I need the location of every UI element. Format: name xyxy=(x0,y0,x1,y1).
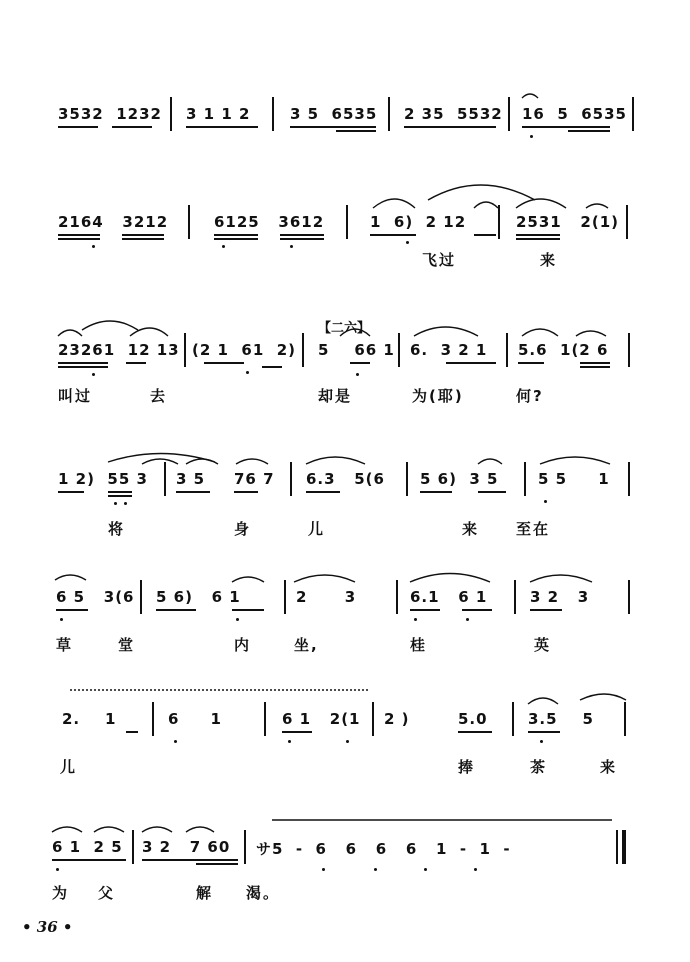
measure: 6 1 xyxy=(168,710,222,728)
beam-underline xyxy=(462,609,492,611)
octave-dot xyxy=(92,373,95,376)
octave-dot xyxy=(466,618,469,621)
lyric: 为 xyxy=(52,884,70,902)
beam-underline xyxy=(410,609,440,611)
barline xyxy=(498,205,500,239)
measure: 5 66 1 xyxy=(318,341,395,359)
beam-underline xyxy=(108,491,132,493)
measure: 6125 3612 xyxy=(214,213,325,231)
final-barline xyxy=(616,830,618,864)
beam-underline xyxy=(458,731,492,733)
lyric: 坐, xyxy=(294,636,319,654)
beam-underline xyxy=(214,238,258,240)
barline xyxy=(164,462,166,496)
measure: サ5 - 6 6 6 6 1 - 1 - xyxy=(256,840,511,858)
staff-line-4 xyxy=(0,470,690,570)
octave-dot xyxy=(92,245,95,248)
beam-underline xyxy=(522,126,610,128)
lyric: 捧 xyxy=(458,758,476,776)
measure: 5.0 xyxy=(458,710,488,728)
lyric: 桂 xyxy=(410,636,428,654)
page-number: • 36 • xyxy=(22,918,73,936)
beam-underline xyxy=(122,234,164,236)
beam-underline xyxy=(214,234,258,236)
measure: 1 2) 55 3 xyxy=(58,470,148,488)
beam-underline xyxy=(518,362,544,364)
measure: 1 6) 2 12 xyxy=(370,213,467,231)
measure: 5 5 1 xyxy=(538,470,610,488)
staff-line-2 xyxy=(0,213,690,313)
measure: 6 1 2 5 xyxy=(52,838,123,856)
measure: 3 5 xyxy=(176,470,206,488)
lyric: 却是 xyxy=(318,387,353,405)
octave-dot xyxy=(290,245,293,248)
measure: 2 35 5532 xyxy=(404,105,503,123)
measure: 16 5 6535 xyxy=(522,105,627,123)
lyric: 茶 xyxy=(530,758,548,776)
barline xyxy=(388,97,390,131)
lyric: 渴。 xyxy=(246,884,281,902)
octave-dot xyxy=(114,502,117,505)
notes-row xyxy=(0,710,690,740)
lyric: 堂 xyxy=(118,636,136,654)
measure: 6.1 6 1 xyxy=(410,588,488,606)
beam-underline xyxy=(204,362,244,364)
staff-line-1 xyxy=(0,105,690,205)
barline xyxy=(264,702,266,736)
barline xyxy=(524,462,526,496)
beam-underline xyxy=(186,126,258,128)
octave-dot xyxy=(124,502,127,505)
octave-dot xyxy=(174,740,177,743)
beam-underline xyxy=(420,491,452,493)
measure: 6 5 3(6 xyxy=(56,588,135,606)
barline xyxy=(184,333,186,367)
measure: 2531 2(1) xyxy=(516,213,619,231)
measure: (2 1 61 2) xyxy=(192,341,297,359)
beam-underline xyxy=(142,859,238,861)
barline xyxy=(170,97,172,131)
barline xyxy=(132,830,134,864)
beam-underline xyxy=(196,863,238,865)
measure: 2 ) xyxy=(384,710,410,728)
staff-line-6 xyxy=(0,710,690,810)
lyric: 身 xyxy=(234,520,252,538)
beam-underline xyxy=(568,130,610,132)
barline xyxy=(290,462,292,496)
barline xyxy=(514,580,516,614)
lyric: 解 xyxy=(196,884,214,902)
beam-underline xyxy=(232,609,264,611)
octave-dot xyxy=(530,135,533,138)
lyric: 飞过 xyxy=(422,251,457,269)
beam-underline xyxy=(56,609,88,611)
barline xyxy=(396,580,398,614)
lyric: 将 xyxy=(108,520,126,538)
measure: 6. 3 2 1 xyxy=(410,341,488,359)
notes-row xyxy=(0,470,690,500)
beam-underline xyxy=(306,491,340,493)
octave-dot xyxy=(544,500,547,503)
beam-underline xyxy=(58,491,84,493)
octave-dot xyxy=(356,373,359,376)
barline xyxy=(624,702,626,736)
octave-dot xyxy=(540,740,543,743)
measure: 3.5 5 xyxy=(528,710,594,728)
beam-underline xyxy=(280,238,324,240)
measure: 3 1 1 2 xyxy=(186,105,251,123)
lyric: 儿 xyxy=(60,758,78,776)
beam-underline xyxy=(290,126,376,128)
barline xyxy=(626,205,628,239)
lyric: 英 xyxy=(534,636,552,654)
beam-underline xyxy=(52,859,126,861)
octave-dot xyxy=(288,740,291,743)
beam-underline xyxy=(516,234,560,236)
beam-underline xyxy=(516,238,560,240)
octave-dot xyxy=(56,868,59,871)
beam-underline xyxy=(530,609,562,611)
staff-line-7 xyxy=(0,838,690,938)
beam-underline xyxy=(350,362,370,364)
barline xyxy=(152,702,154,736)
octave-dot xyxy=(474,868,477,871)
beam-underline xyxy=(58,126,98,128)
notes-row xyxy=(0,838,690,868)
measure: 5 6) 6 1 xyxy=(156,588,241,606)
beam-underline xyxy=(370,234,416,236)
staff-line-5 xyxy=(0,588,690,688)
octave-dot xyxy=(374,868,377,871)
beam-underline xyxy=(126,731,138,733)
lyric: 儿 xyxy=(308,520,326,538)
lyric: 来 xyxy=(462,520,480,538)
octave-dot xyxy=(424,868,427,871)
barline xyxy=(346,205,348,239)
barline xyxy=(302,333,304,367)
measure: 3 2 3 xyxy=(530,588,590,606)
notes-row xyxy=(0,588,690,618)
measure: 2 3 xyxy=(296,588,357,606)
measure: 76 7 xyxy=(234,470,275,488)
lyric: 来 xyxy=(540,251,558,269)
notes-row xyxy=(0,213,690,243)
staff-line-3 xyxy=(0,321,690,441)
barline xyxy=(506,333,508,367)
octave-dot xyxy=(406,241,409,244)
beam-underline xyxy=(126,362,146,364)
beam-underline xyxy=(580,366,610,368)
octave-dot xyxy=(236,618,239,621)
measure: 5 6) 3 5 xyxy=(420,470,499,488)
beam-underline xyxy=(478,491,506,493)
octave-dot xyxy=(222,245,225,248)
beam-underline xyxy=(262,366,282,368)
beam-underline xyxy=(474,234,496,236)
barline xyxy=(508,97,510,131)
beam-underline xyxy=(58,362,108,364)
measure: 6 1 2(1 xyxy=(282,710,361,728)
beam-underline xyxy=(176,491,210,493)
beam-underline xyxy=(58,234,100,236)
measure: 6.3 5(6 xyxy=(306,470,385,488)
beam-underline xyxy=(156,609,196,611)
measure: 2. 1 xyxy=(62,710,117,728)
barline xyxy=(628,333,630,367)
measure: 3 5 6535 xyxy=(290,105,378,123)
beam-underline xyxy=(282,731,312,733)
lyric: 至在 xyxy=(516,520,551,538)
beam-underline xyxy=(108,495,132,497)
section-marker: 【二六】 xyxy=(318,321,371,336)
barline xyxy=(628,462,630,496)
barline xyxy=(628,580,630,614)
barline xyxy=(140,580,142,614)
beam-underline xyxy=(112,126,152,128)
measure: 3 2 7 60 xyxy=(142,838,231,856)
lyric: 草 xyxy=(56,636,74,654)
barline xyxy=(632,97,634,131)
beam-underline xyxy=(58,238,100,240)
octave-dot xyxy=(60,618,63,621)
lyric: 叫过 xyxy=(58,387,93,405)
beam-underline xyxy=(58,366,108,368)
beam-underline xyxy=(122,238,164,240)
octave-dot xyxy=(346,740,349,743)
lyric: 内 xyxy=(234,636,252,654)
final-barline-thick xyxy=(622,830,626,864)
barline xyxy=(406,462,408,496)
barline xyxy=(272,97,274,131)
measure: 2164 3212 xyxy=(58,213,169,231)
barline xyxy=(284,580,286,614)
measure: 23261 12 13 xyxy=(58,341,180,359)
barline xyxy=(188,205,190,239)
beam-underline xyxy=(528,731,560,733)
octave-dot xyxy=(246,371,249,374)
barline xyxy=(372,702,374,736)
lyric: 来 xyxy=(600,758,618,776)
lyric: 何? xyxy=(516,387,544,405)
beam-underline xyxy=(280,234,324,236)
barline xyxy=(512,702,514,736)
beam-underline xyxy=(234,491,258,493)
lyric: 父 xyxy=(98,884,116,902)
beam-underline xyxy=(580,362,610,364)
octave-dot xyxy=(322,868,325,871)
beam-underline xyxy=(404,126,496,128)
barline xyxy=(244,830,246,864)
lyric: 去 xyxy=(150,387,168,405)
barline xyxy=(398,333,400,367)
measure: 3532 1232 xyxy=(58,105,162,123)
beam-underline xyxy=(336,130,376,132)
measure: 5.6 1(2 6 xyxy=(518,341,609,359)
octave-dot xyxy=(414,618,417,621)
lyric: 为(耶) xyxy=(412,387,464,405)
beam-underline xyxy=(446,362,496,364)
